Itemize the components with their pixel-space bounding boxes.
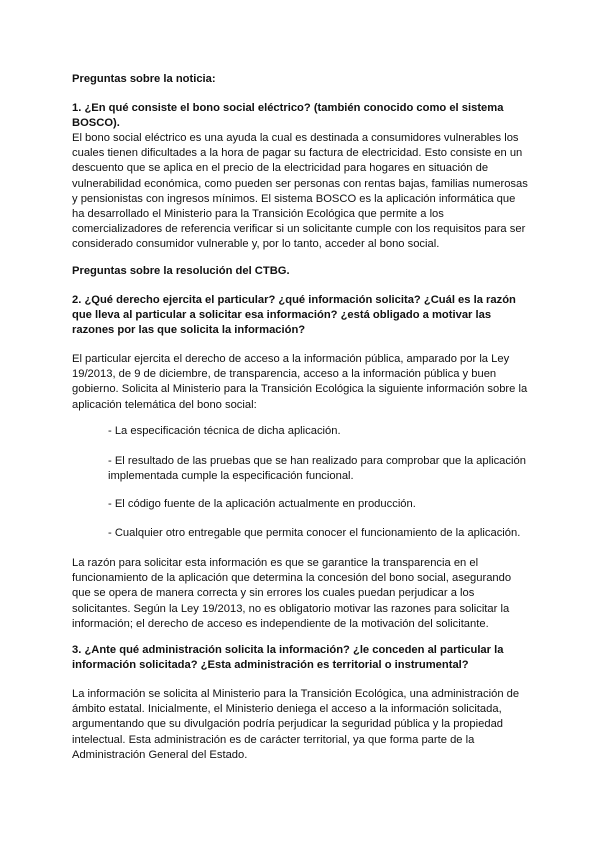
question-1: 1. ¿En qué consiste el bono social eléctrico? (también conocido como el sistema BOSCO). [72,102,504,130]
section-title-ctbg: Preguntas sobre la resolución del CTBG. [72,265,290,277]
section-title-news: Preguntas sobre la noticia: [72,73,216,85]
question-3: 3. ¿Ante qué administración solicita la información? ¿le conceden al particular la información solicitada? ¿Esta administración es territorial o instrumental? [72,644,504,672]
answer-2-intro: El particular ejercita el derecho de acceso a la información pública, amparado por la Ley 19/2013, de 9 de diciembre, de transparencia, acceso a la información pública y buen gobierno. Solicita al Ministerio para la Transición Ecológica la siguiente información sobre la aplicación telemática del bono social: [72,353,528,411]
question-2: 2. ¿Qué derecho ejercita el particular? ¿qué información solicita? ¿Cuál es la razón que lleva al particular a solicitar esa información? ¿está obligado a motivar las razones por las que solicita la información? [72,294,516,337]
answer-3: La información se solicita al Ministerio para la Transición Ecológica, una administración de ámbito estatal. Inicialmente, el Ministerio deniega el acceso a la información solicitada, argumentando que su divulgación podría perjudicar la seguridad pública y la propiedad intelectual. Esta administración es de carácter territorial, ya que forma parte de la Administración General del Estado. [72,688,520,761]
answer-2-reason: La razón para solicitar esta información es que se garantice la transparencia en el funcionamiento de la aplicación que determina la concesión del bono social, asegurando que se opera de manera correcta y sin errores los cuales puedan perjudicar a los solicitantes. Según la Ley 19/2013, no es obligatorio motivar las razones para solicitar la información; el derecho de acceso es independiente de la motivación del solicitante. [72,557,512,630]
list-item: - El código fuente de la aplicación actualmente en producción. [108,498,416,510]
answer-1: El bono social eléctrico es una ayuda la cual es destinada a consumidores vulnerables los cuales tienen dificultades a la hora de pagar su factura de electricidad. Esto consiste en un descuento que se aplica en el precio de la electricidad para hogares en situación de vulnerabilidad económica, como pueden ser personas con rentas bajas, familias numerosas y pensionistas con ingresos mínimos. El sistema BOSCO es la aplicación informática que ha desarrollado el Ministerio para la Transición Ecológica que permite a los comercializadores de referencia verificar si un solicitante cumple con los requisitos para ser considerado consumidor vulnerable y, por lo tanto, acceder al bono social. [72,132,528,251]
list-item: - El resultado de las pruebas que se han realizado para comprobar que la aplicación implementada cumple la especificación funcional. [108,455,526,483]
list-item: - Cualquier otro entregable que permita conocer el funcionamiento de la aplicación. [108,527,521,539]
list-item: - La especificación técnica de dicha aplicación. [108,425,341,437]
